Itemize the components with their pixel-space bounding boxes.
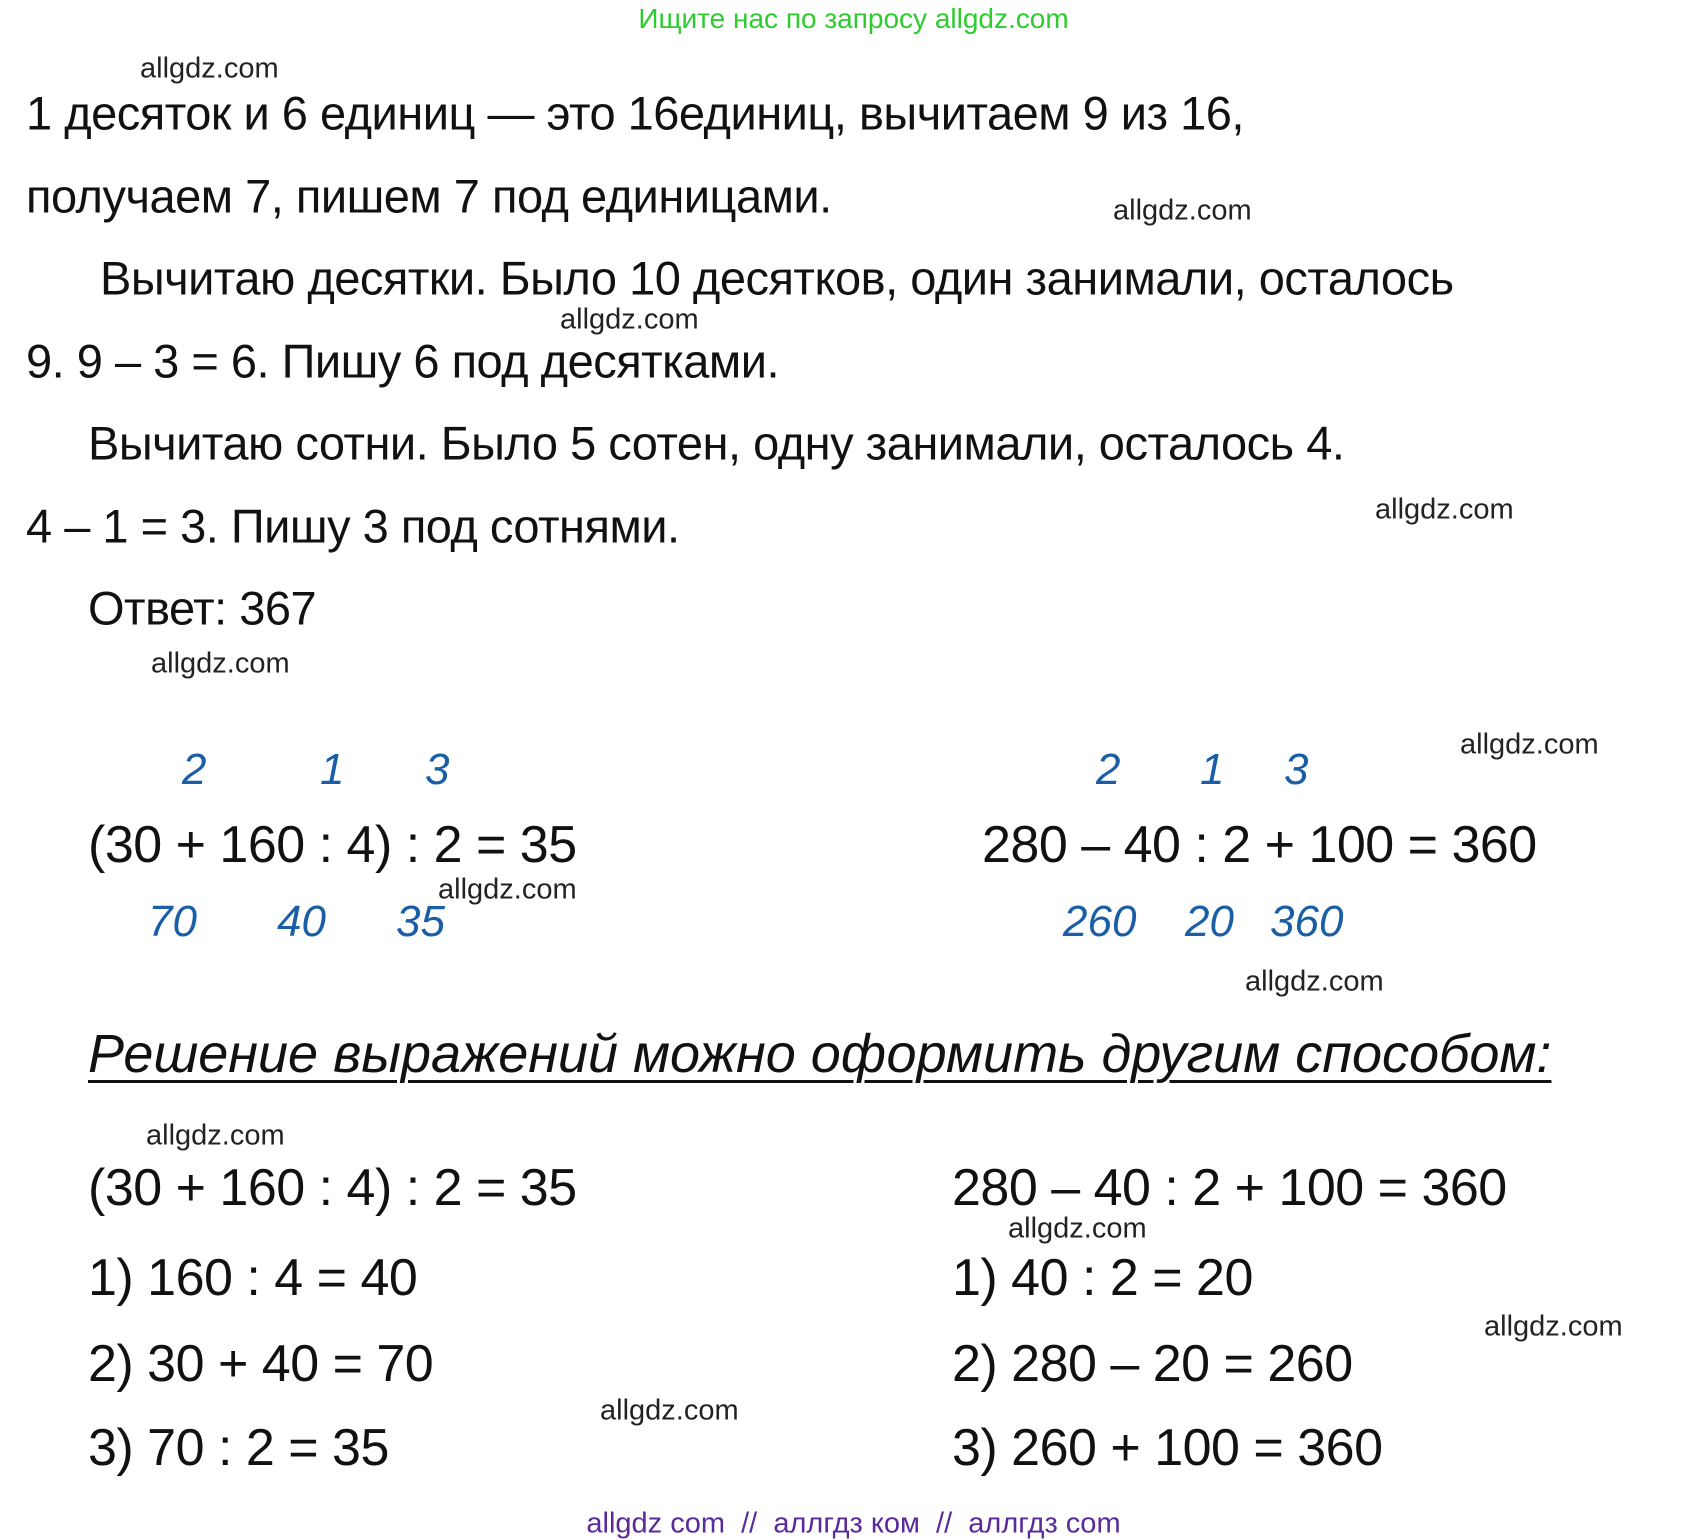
intermediate-result: 70 [148,897,197,946]
answer: Ответ: 367 [88,581,317,635]
watermark: allgdz.com [140,52,279,85]
explanation-line: 9. 9 – 3 = 6. Пишу 6 под десятками. [26,334,780,388]
watermark: allgdz.com [438,873,577,906]
watermark: allgdz.com [1245,965,1384,998]
step: 1) 40 : 2 = 20 [952,1249,1253,1307]
step: 3) 70 : 2 = 35 [88,1419,389,1477]
watermark: allgdz.com [151,647,290,680]
order-number: 1 [1200,745,1225,794]
watermark: allgdz.com [600,1394,739,1427]
watermark: allgdz.com [1460,728,1599,761]
intermediate-result: 40 [277,897,326,946]
step: 2) 280 – 20 = 260 [952,1335,1353,1393]
section-heading: Решение выражений можно оформить другим способом: [88,1024,1552,1084]
watermark: allgdz.com [1375,493,1514,526]
order-number: 3 [1284,745,1309,794]
explanation-line: 1 десяток и 6 единиц — это 16единиц, вычитаем 9 из 16, [26,86,1244,140]
expression-right: 280 – 40 : 2 + 100 = 360 [952,1159,1507,1217]
order-number: 2 [1096,745,1121,794]
expression-right: 280 – 40 : 2 + 100 = 360 [982,816,1537,874]
intermediate-result: 35 [396,897,445,946]
explanation-line: 4 – 1 = 3. Пишу 3 под сотнями. [26,499,680,553]
intermediate-result: 360 [1270,897,1344,946]
expression-left: (30 + 160 : 4) : 2 = 35 [88,816,577,874]
expression-left: (30 + 160 : 4) : 2 = 35 [88,1159,577,1217]
explanation-line: Вычитаю десятки. Было 10 десятков, один занимали, осталось [100,251,1454,305]
watermark: allgdz.com [1008,1212,1147,1245]
watermark: allgdz.com [1484,1310,1623,1343]
footer-watermark: allgdz com // аллгдз ком // аллгдз com [586,1507,1121,1540]
step: 1) 160 : 4 = 40 [88,1249,418,1307]
order-number: 2 [182,745,207,794]
watermark: allgdz.com [146,1119,285,1152]
order-number: 3 [425,745,450,794]
intermediate-result: 20 [1185,897,1234,946]
order-number: 1 [320,745,345,794]
watermark: allgdz.com [1113,194,1252,227]
header-banner: Ищите нас по запросу allgdz.com [638,3,1069,34]
explanation-line: получаем 7, пишем 7 под единицами. [26,169,832,223]
watermark: allgdz.com [560,303,699,336]
intermediate-result: 260 [1063,897,1137,946]
step: 3) 260 + 100 = 360 [952,1419,1383,1477]
explanation-line: Вычитаю сотни. Было 5 сотен, одну занимали, осталось 4. [88,416,1345,470]
step: 2) 30 + 40 = 70 [88,1335,434,1393]
